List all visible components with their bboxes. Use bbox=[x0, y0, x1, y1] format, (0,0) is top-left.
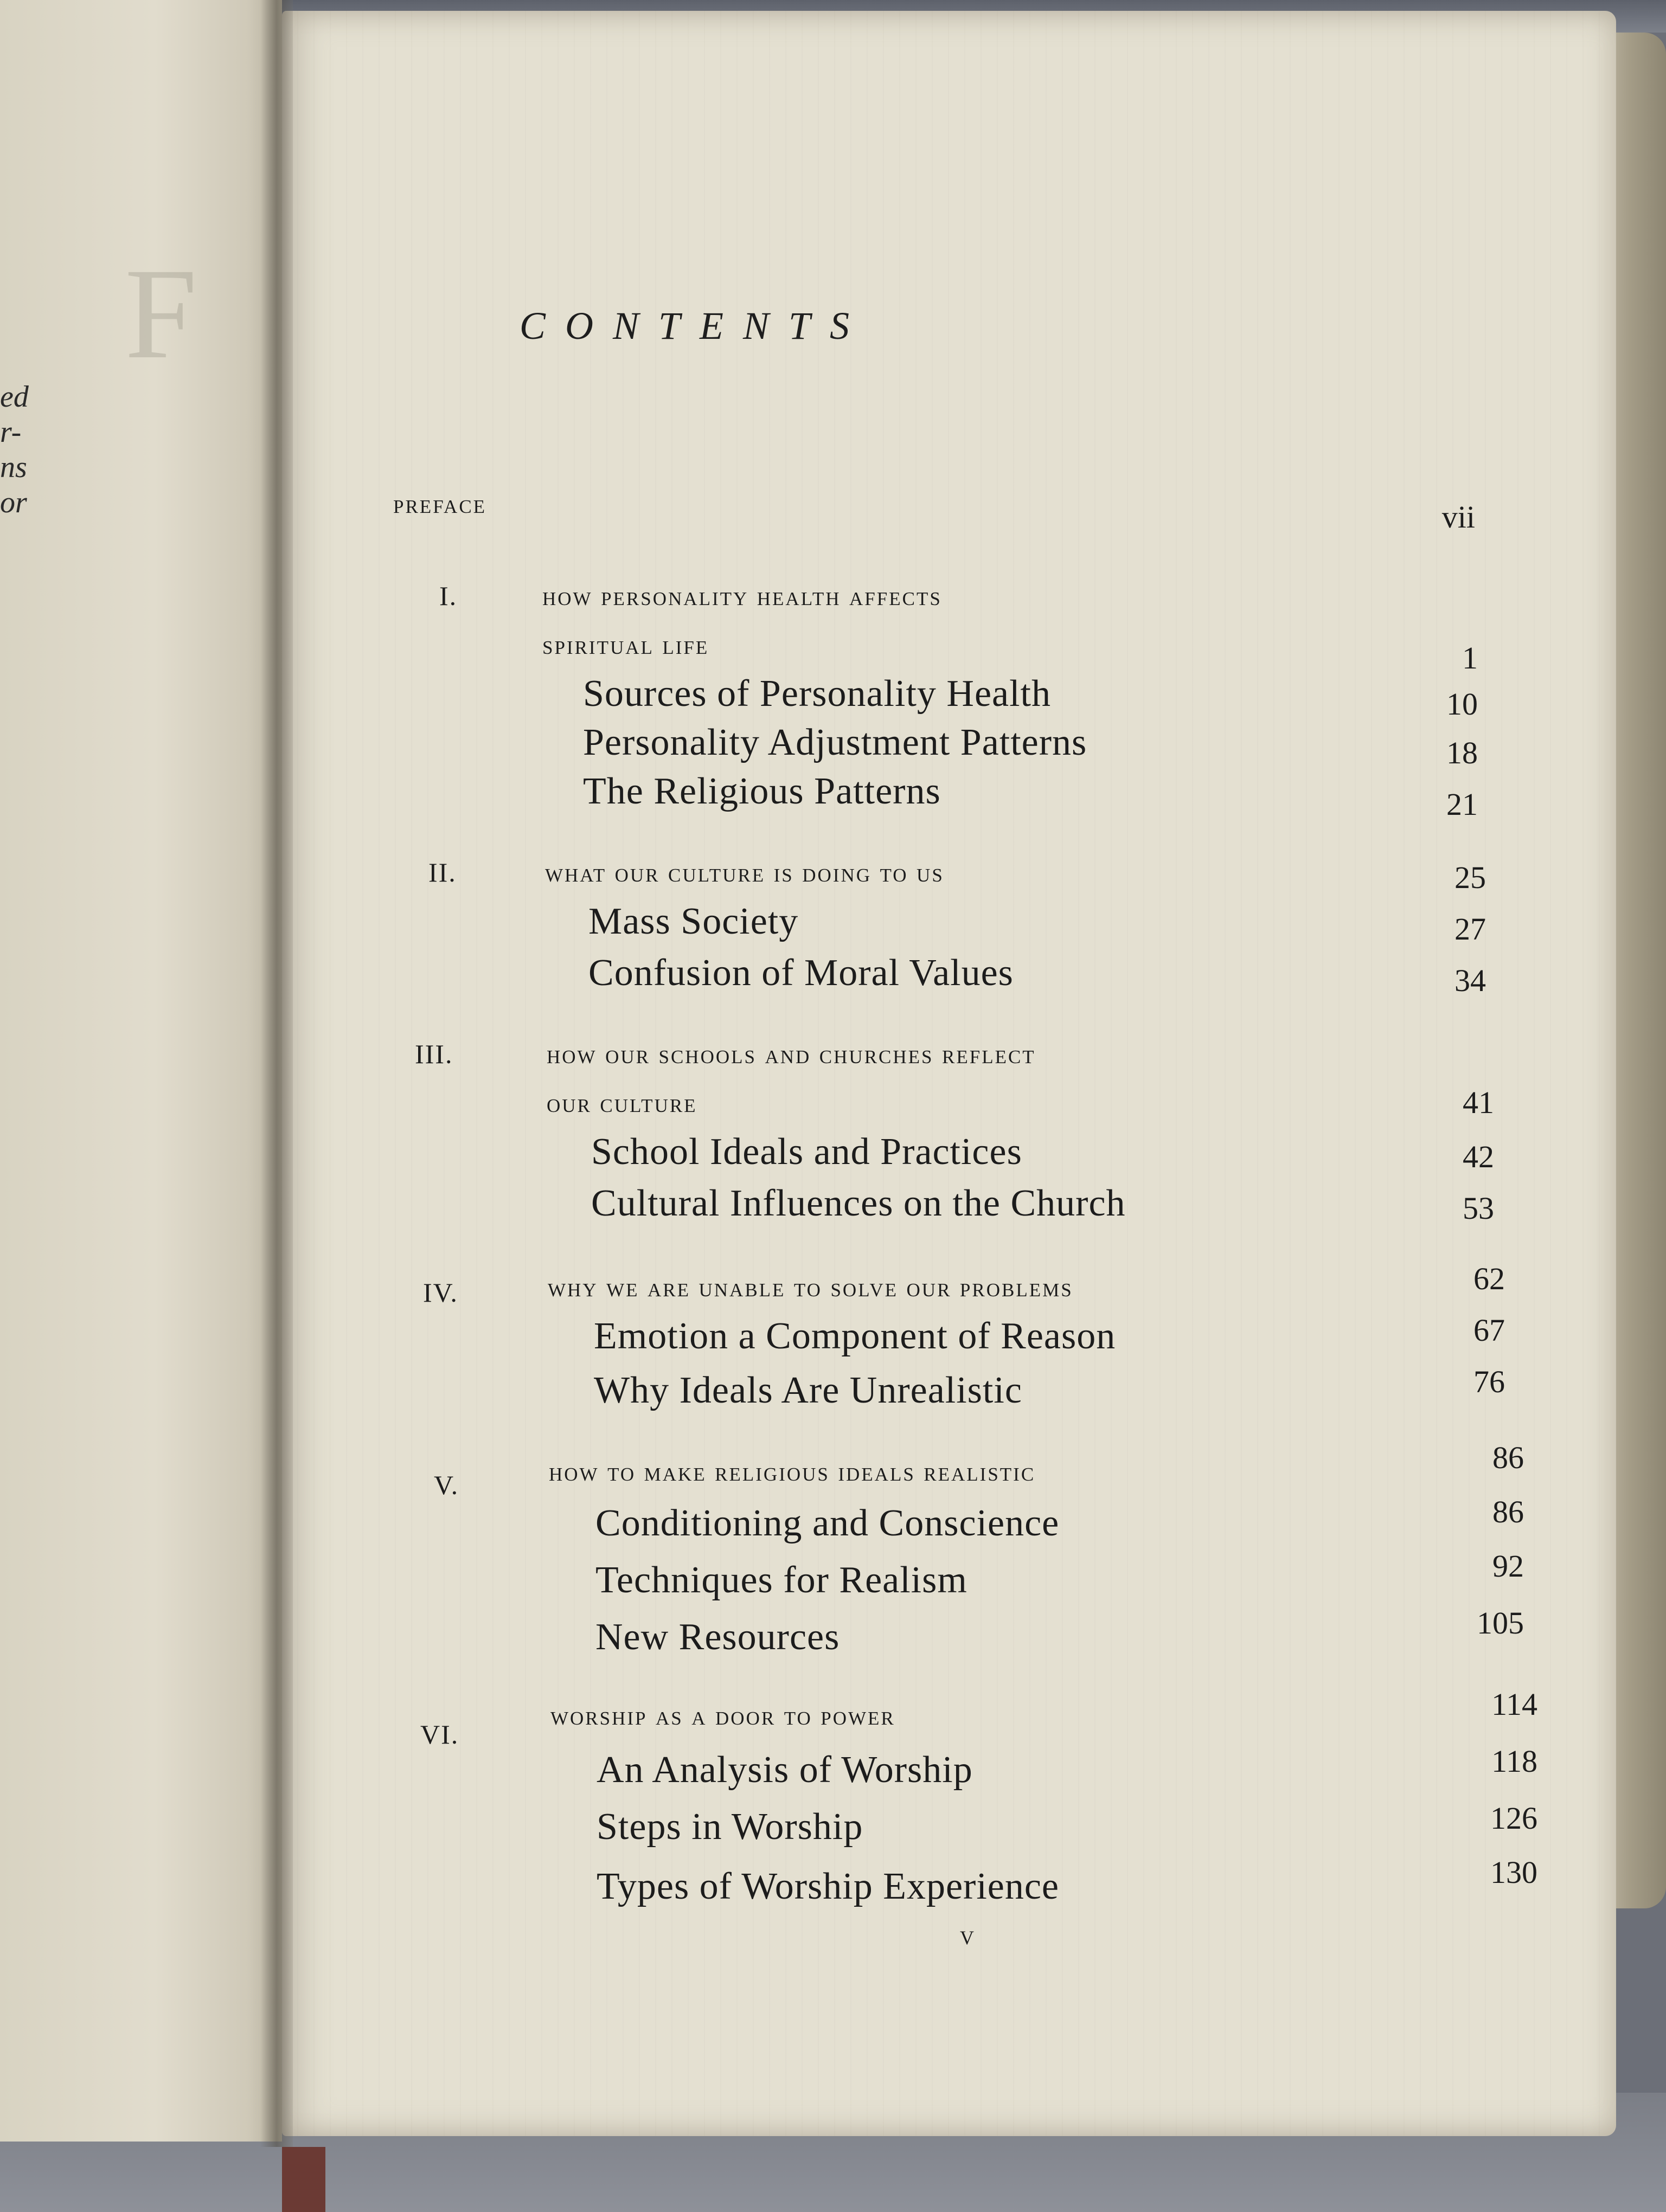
chapter-number: V. bbox=[434, 1470, 459, 1500]
preface-label: preface bbox=[393, 488, 487, 519]
chapter-title: our culture bbox=[547, 1088, 697, 1118]
contents-title: CONTENTS bbox=[519, 304, 869, 348]
section-page: 21 bbox=[1446, 787, 1478, 822]
section-page: 126 bbox=[1490, 1801, 1537, 1836]
chapter-page: 62 bbox=[1473, 1261, 1505, 1296]
section-title: Confusion of Moral Values bbox=[588, 952, 1014, 994]
left-page-fragment: r- bbox=[0, 415, 22, 449]
show-through-ghost: F bbox=[125, 241, 203, 385]
section-page: 105 bbox=[1477, 1605, 1524, 1641]
section-page: 118 bbox=[1491, 1744, 1537, 1779]
chapter-title: how to make religious ideals realistic bbox=[549, 1456, 1036, 1487]
chapter-number: III. bbox=[415, 1039, 453, 1069]
section-page: 27 bbox=[1454, 911, 1486, 947]
section-title: Cultural Influences on the Church bbox=[591, 1182, 1126, 1224]
section-title: Personality Adjustment Patterns bbox=[583, 722, 1087, 763]
section-page: 67 bbox=[1473, 1313, 1505, 1348]
chapter-title: why we are unable to solve our problems bbox=[548, 1272, 1073, 1302]
section-page: 10 bbox=[1446, 686, 1478, 722]
section-title: Steps in Worship bbox=[597, 1806, 863, 1848]
chapter-title: worship as a door to power bbox=[550, 1700, 895, 1731]
book-gutter bbox=[260, 0, 293, 2147]
section-title: Types of Worship Experience bbox=[597, 1866, 1059, 1907]
section-title: New Resources bbox=[595, 1616, 840, 1658]
binding-ribbon bbox=[282, 2147, 325, 2212]
chapter-page: 114 bbox=[1491, 1687, 1537, 1722]
left-page bbox=[0, 0, 282, 2142]
left-page-fragment: ed bbox=[0, 380, 29, 414]
section-title: The Religious Patterns bbox=[583, 770, 941, 812]
section-page: 53 bbox=[1463, 1191, 1494, 1226]
section-page: 18 bbox=[1446, 735, 1478, 770]
section-page: 76 bbox=[1473, 1364, 1505, 1399]
chapter-title: what our culture is doing to us bbox=[545, 857, 944, 888]
section-title: Conditioning and Conscience bbox=[595, 1502, 1060, 1544]
chapter-number: I. bbox=[439, 581, 458, 611]
section-title: Why Ideals Are Unrealistic bbox=[594, 1369, 1022, 1411]
section-page: 86 bbox=[1492, 1494, 1524, 1529]
section-title: Emotion a Component of Reason bbox=[594, 1315, 1116, 1357]
left-page-fragment: ns bbox=[0, 451, 27, 484]
chapter-page: 86 bbox=[1492, 1440, 1524, 1475]
section-page: 92 bbox=[1492, 1548, 1524, 1584]
left-page-fragment: or bbox=[0, 486, 27, 519]
chapter-page: 1 bbox=[1462, 640, 1478, 676]
section-page: 42 bbox=[1463, 1139, 1494, 1174]
section-title: School Ideals and Practices bbox=[591, 1131, 1022, 1173]
chapter-title: how personality health affects bbox=[542, 581, 942, 611]
chapter-title: spiritual life bbox=[542, 629, 709, 660]
chapter-title: how our schools and churches reflect bbox=[547, 1039, 1036, 1069]
section-title: Mass Society bbox=[588, 901, 799, 942]
section-title: Techniques for Realism bbox=[595, 1559, 967, 1601]
chapter-number: VI. bbox=[420, 1719, 459, 1750]
section-title: An Analysis of Worship bbox=[597, 1749, 973, 1791]
chapter-page: 41 bbox=[1463, 1085, 1494, 1120]
section-title: Sources of Personality Health bbox=[583, 673, 1051, 715]
chapter-number: IV. bbox=[423, 1277, 458, 1308]
page-folio: v bbox=[960, 1920, 974, 1951]
section-page: 130 bbox=[1490, 1855, 1537, 1890]
chapter-page: 25 bbox=[1454, 860, 1486, 895]
chapter-number: II. bbox=[428, 857, 457, 888]
section-page: 34 bbox=[1454, 963, 1486, 998]
preface-page: vii bbox=[1441, 499, 1475, 535]
